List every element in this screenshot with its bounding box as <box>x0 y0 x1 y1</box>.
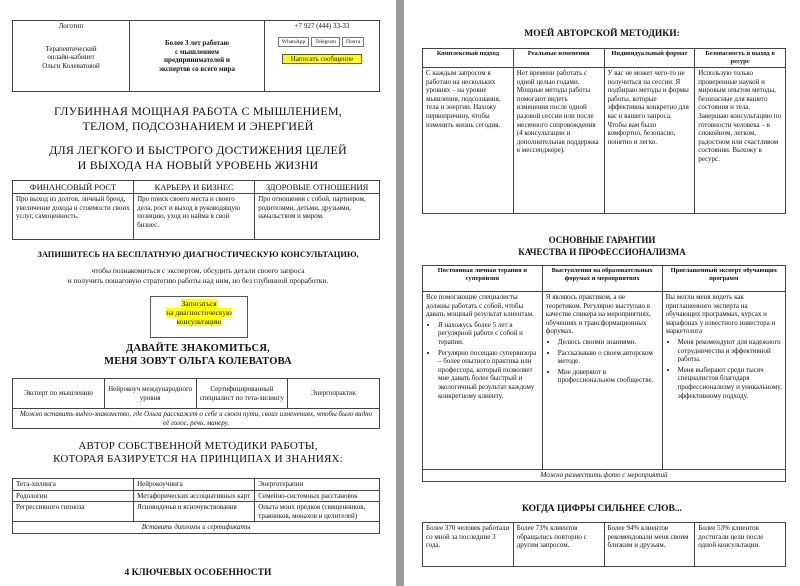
contact-buttons <box>268 37 376 47</box>
method-cell: Семейно-системных расстановок <box>255 490 380 502</box>
features-title: 4 КЛЮЧЕВЫХ ОСОБЕННОСТИ <box>124 568 272 578</box>
headline-goals: ДЛЯ ЛЕГКОГО И БЫСТРОГО ДОСТИЖЕНИЯ ЦЕЛЕЙ И ВЫХОДА НА НОВЫЙ УРОВЕНЬ ЖИЗНИ <box>49 143 347 172</box>
photo-note: Можно разместить фото с мероприятий <box>423 470 786 482</box>
role-theta: Сертифицированный специалист по тета-хилингу <box>196 379 288 409</box>
list-item: • Меня выбирают среди тысяч специалистов благодаря профессионализму и уникальному, эффективному подходу. <box>678 366 782 400</box>
number-cell: Более 73% клиентов обращались повторно с другим запросом. <box>513 523 604 567</box>
diplomas-note: Вставить дипломы и сертификаты <box>13 522 380 534</box>
list-item: • Я нахожусь более 5 лет в регулярной работе с собой и терапии. <box>438 321 539 347</box>
area-header-relations: ЗДОРОВЫЕ ОТНОШЕНИЯ <box>255 181 380 194</box>
method-title: МОЕЙ АВТОРСКОЙ МЕТОДИКИ: <box>524 29 680 39</box>
guarantee-header: Выступления на образовательных форумах и мероприятиях <box>542 266 662 292</box>
header-contacts-cell <box>265 21 380 92</box>
method-cell: Метафорических ассоциативных карт <box>134 490 255 502</box>
feature-header: Комплексный подход <box>423 49 514 68</box>
header-tagline: Более 3 лет работаю с мышлением предпринимателей и экспертов со всего мира <box>130 21 265 92</box>
phone-number: +7 927 (444) 33-33 <box>294 22 350 30</box>
role-expert: Эксперт по мышлению <box>13 379 105 409</box>
feature-text: С каждым запросом я работаю на нескольких уровнях – на уровне мышления, подсознания, тела и энергии. Нахожу первопричину, чтобы изменить жизнь сегодня. <box>423 68 514 214</box>
guarantee-cell-guest: Вы могли меня видеть как приглашенного эксперта на обучающих программах, курсах и марафонах у известного инвестора и маркетолога • Меня рекомендуют для надежного сотрудничества и эффективной работы. • Меня выбирают среди тысяч специалистов благодаря профессионализму и уникальному, эффективному подходу. <box>662 292 785 470</box>
list-item: • Регулярно посещаю супервизора – более опытного практика или профессора, который позволяет мне давать более быстрый и экологичный результат каждому конкретному клиенту. <box>438 349 539 401</box>
whatsapp-button[interactable]: WhatsApp <box>278 37 310 47</box>
logo-placeholder: Логотип <box>58 22 84 30</box>
guarantee-cell-therapy: Все помогающие специалисты должны работать с собой, чтобы давать мощный результат клиентам. • Я нахожусь более 5 лет в регулярной работе с собой и терапии. • Регулярно посещаю супервизора – более опытного практика или профессора, который позволяет мне давать более быстрый и экологичный результат каждому конкретному клиенту. <box>423 292 543 470</box>
method-cell: Родологии <box>13 490 134 502</box>
life-areas-table <box>12 180 380 240</box>
area-text-career: Про поиск своего места и своего дела, рост и выход в руководящую позицию, уход из найма в свой бизнес. <box>134 194 255 240</box>
book-consultation-button[interactable]: Записаться на диагностическую консультацию <box>150 296 248 338</box>
method-cell: Опыта моих предков (священников, травников, монахов и целителей) <box>255 502 380 522</box>
author-title: АВТОР СОБСТВЕННОЙ МЕТОДИКИ РАБОТЫ, КОТОРАЯ БАЗИРУЕТСЯ НА ПРИНЦИПАХ И ЗНАНИЯХ: <box>53 440 343 465</box>
numbers-title: КОГДА ЦИФРЫ СИЛЬНЕЕ СЛОВ... <box>521 504 683 514</box>
role-energy: Энергопрактик <box>288 379 380 409</box>
org-name: Терапевтический онлайн-кабинет Ольги Колеватовой <box>42 44 100 70</box>
document-page-left <box>0 0 396 586</box>
telegram-button[interactable]: Telegram <box>311 37 340 47</box>
feature-text: У вас не может чего-то не получиться на сессии. Я подбираю методы и формы работы, которые эффективны конкретно для вас и вашего запроса. Чтобы вам было комфортно, безопасно, понятно и легко. <box>604 68 695 214</box>
area-text-relations: Про отношения с собой, партнером, родителями, детьми, друзьями, начальством и миром. <box>255 194 380 240</box>
guarantee-header: Постоянная личная терапия и супервизия <box>423 266 543 292</box>
number-cell: Более 53% клиентов достигали цели после одной консультации. <box>695 523 786 567</box>
guarantee-cell-speaking: Я являюсь практиком, а не теоретиком. Регулярно выступаю в качестве спикера на мероприятиях, обучениях и трансформационных форумах. • Делюсь своими знаниями. • Рассказываю о своем авторском методе. • Мне доверяют в профессиональном сообществе. <box>542 292 662 470</box>
feature-text: Использую только проверенные наукой и мировым опытом методы, безопасные для вашего состояния и тела. Завершаю консультацию по готовности человека – в спокойном, легком, радостном или счастливом состоянии. Выхожу в ресурс. <box>695 68 786 214</box>
features-table <box>422 48 786 214</box>
consult-text: чтобы познакомиться с экспертом, обсудить детали своего запроса и получить пошаговую стратегию работы над ним, но без глубинной проработки. <box>67 266 329 285</box>
feature-header: Реальные изменения <box>513 49 604 68</box>
method-cell: Энерготерапии <box>255 479 380 491</box>
guarantees-table <box>422 265 786 482</box>
list-item: • Меня рекомендуют для надежного сотрудничества и эффективной работы. <box>678 338 782 364</box>
feature-header: Индивидуальный формат <box>604 49 695 68</box>
intro-title: ДАВАЙТЕ ЗНАКОМИТЬСЯ, МЕНЯ ЗОВУТ ОЛЬГА КОЛЕВАТОВА <box>104 343 292 367</box>
methods-table <box>12 478 380 534</box>
write-message-button[interactable]: Написать сообщение <box>282 54 362 64</box>
number-cell: Более 94% клиентов рекомендовали меня своим близким и друзьям. <box>604 523 695 567</box>
feature-text: Нет времени работать с одной целью годами. Мощные методы работы помогают видеть изменения после одной разовой сессии или после месячного сопровождения (4 консультации и дополнительная поддержка в мессенджере). <box>513 68 604 214</box>
guarantees-title: ОСНОВНЫЕ ГАРАНТИИ КАЧЕСТВА И ПРОФЕССИОНАЛИЗМА <box>518 235 686 257</box>
headline-deep-work: ГЛУБИННАЯ МОЩНАЯ РАБОТА С МЫШЛЕНИЕМ, ТЕЛОМ, ПОДСОЗНАНИЕМ И ЭНЕРГИЕЙ <box>54 104 342 133</box>
consult-title: ЗАПИШИТЕСЬ НА БЕСПЛАТНУЮ ДИАГНОСТИЧЕСКУЮ КОНСУЛЬТАЦИЮ, <box>37 249 359 259</box>
area-header-career: КАРЬЕРА И БИЗНЕС <box>134 181 255 194</box>
method-cell: Тета-хилинга <box>13 479 134 491</box>
area-header-finance: ФИНАНСОВЫЙ РОСТ <box>13 181 134 194</box>
area-text-finance: Про выход из долгов, личный бренд, увеличение дохода и стоимости своих услуг, самоценность. <box>13 194 134 240</box>
feature-header: Безопасность и выход в ресурс <box>695 49 786 68</box>
document-page-right <box>404 0 800 586</box>
numbers-table <box>422 522 786 567</box>
number-cell: Более 370 человек работали со мной за последние 3 года. <box>423 523 514 567</box>
roles-table <box>12 378 380 429</box>
header-table <box>12 20 380 92</box>
list-item: • Рассказываю о своем авторском методе. <box>558 349 659 366</box>
method-cell: Ясновиденья и ясночувствования <box>134 502 255 522</box>
list-item: • Мне доверяют в профессиональном сообществе. <box>558 368 659 385</box>
email-button[interactable]: Почта <box>342 37 364 47</box>
guarantee-header: Приглашенный эксперт обучающих программ <box>662 266 785 292</box>
list-item: • Делюсь своими знаниями. <box>558 338 659 347</box>
method-cell: Нейрокоучинга <box>134 479 255 491</box>
video-note: Можно вставить видео-знакомство, где Ольга расскажет о себе и своем пути, своих изменениях, чтобы было видно её голос, речь, манеру. <box>13 409 380 429</box>
header-logo-cell <box>13 21 130 92</box>
role-neurocoach: Нейрокоуч международного уровня <box>104 379 196 409</box>
method-cell: Регрессивного гипноза <box>13 502 134 522</box>
